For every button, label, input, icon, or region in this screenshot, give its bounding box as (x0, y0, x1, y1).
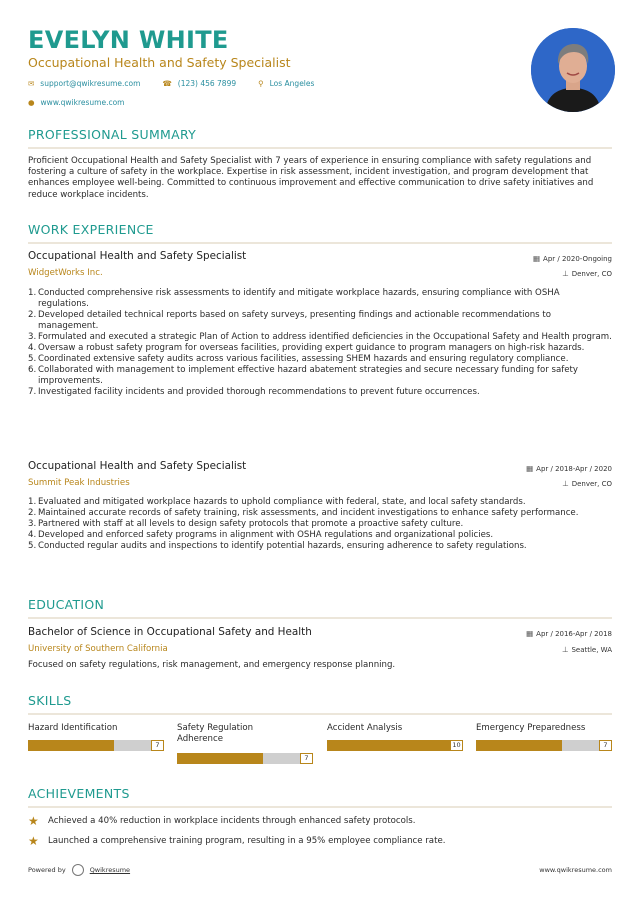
skill-bar (327, 740, 463, 751)
skill-name: Emergency Preparedness (476, 723, 586, 733)
skill-name: Safety Regulation Adherence (177, 723, 254, 745)
company-name: WidgetWorks Inc. (28, 268, 103, 278)
list-item: 4. Developed and enforced safety programs in alignment with OSHA regulations and organizational policies. (28, 530, 494, 541)
achievement-text: Launched a comprehensive training program, resulting in a 95% employee compliance rate. (48, 836, 446, 846)
skill-item (28, 723, 164, 749)
skill-item (177, 723, 313, 762)
phone-icon: ☎ (162, 79, 172, 88)
location-pin-icon: ⚲ (258, 79, 264, 88)
job-bullets (28, 497, 612, 552)
footer-powered-by (28, 864, 130, 876)
achievement-item (28, 814, 415, 828)
list-item: 2. Maintained accurate records of safety training, risk assessments, and incident investigations to enhance safety performance. (28, 508, 579, 519)
qwikresume-logo-icon (72, 864, 84, 876)
list-item: 7. Investigated facility incidents and provided thorough recommendations to prevent future occurrences. (28, 387, 480, 398)
degree-title: Bachelor of Science in Occupational Safety and Health (28, 626, 312, 638)
candidate-name: EVELYN WHITE (28, 26, 229, 54)
achievement-item (28, 834, 445, 848)
list-item: 4. Oversaw a robust safety program for overseas facilities, providing expert guidance to program managers on high-risk hazards. (28, 343, 585, 354)
education-heading: EDUCATION (28, 597, 105, 612)
skill-bar-fill (28, 740, 114, 751)
pin-icon: ⊥ (562, 479, 569, 488)
footer-site[interactable]: www.qwikresume.com (539, 866, 612, 874)
education-location-text: Seattle, WA (571, 645, 612, 654)
achievements-heading: ACHIEVEMENTS (28, 786, 130, 801)
calendar-icon: ▦ (526, 464, 534, 473)
avatar-photo (531, 28, 615, 112)
job-dates-text: Apr / 2020-Ongoing (543, 254, 612, 263)
skill-item (327, 723, 463, 749)
section-divider (28, 806, 612, 808)
globe-icon: ● (28, 98, 35, 107)
contact-row (28, 79, 314, 88)
list-item: 2. Developed detailed technical reports based on safety surveys, presenting findings and actionable recommendations to management. (28, 310, 552, 332)
list-item: 3. Formulated and executed a strategic Plan of Action to address identified deficiencies in the Occupational Safety and Health program. (28, 332, 612, 343)
skills-heading: SKILLS (28, 693, 72, 708)
skill-bar (28, 740, 164, 751)
list-item: 1. Evaluated and mitigated workplace hazards to uphold compliance with federal, state, and local safety standards. (28, 497, 526, 507)
list-item: 3. Partnered with staff at all levels to design safety protocols that promote a proactive safety culture. (28, 519, 464, 530)
email-text[interactable]: support@qwikresume.com (40, 79, 141, 88)
skill-bar (476, 740, 612, 751)
skill-name: Accident Analysis (327, 723, 403, 733)
skill-bar (177, 753, 313, 764)
skill-level: 7 (151, 740, 164, 751)
skill-bar-fill (476, 740, 562, 751)
location-text: Los Angeles (269, 79, 315, 88)
section-divider (28, 147, 612, 149)
section-divider (28, 617, 612, 619)
website-row (28, 98, 124, 107)
calendar-icon: ▦ (532, 254, 541, 263)
phone-text: (123) 456 7899 (177, 79, 237, 88)
star-icon: ★ (28, 814, 39, 828)
skill-level: 7 (300, 753, 313, 764)
website-text[interactable]: www.qwikresume.com (40, 98, 125, 107)
brand-link[interactable]: Qwikresume (89, 866, 131, 874)
job-title: Occupational Health and Safety Specialist (28, 250, 247, 262)
achievement-text: Achieved a 40% reduction in workplace incidents through enhanced safety protocols. (48, 816, 416, 826)
job-title: Occupational Health and Safety Specialist (28, 460, 247, 472)
pin-icon: ⊥ (561, 645, 569, 654)
skill-item (476, 723, 612, 749)
job-location-text: Denver, CO (571, 269, 612, 278)
job-dates (533, 254, 612, 263)
company-name: Summit Peak Industries (28, 478, 130, 488)
email-icon: ✉ (28, 79, 35, 88)
list-item: 1. Conducted comprehensive risk assessments to identify and mitigate workplace hazards, ensuring compliance with OSHA regulations. (28, 288, 560, 310)
candidate-title: Occupational Health and Safety Specialist (28, 55, 291, 70)
job-location (562, 479, 612, 488)
list-item: 5. Conducted regular audits and inspections to identify potential hazards, ensuring adherence to safety regulations. (28, 541, 527, 552)
job-location (562, 269, 612, 278)
avatar (531, 28, 615, 112)
list-item: 6. Collaborated with management to implement effective hazard abatement strategies and secure necessary funding for safety improvements. (28, 365, 578, 387)
star-icon: ★ (28, 834, 39, 848)
job-dates (526, 464, 612, 473)
pin-icon: ⊥ (562, 269, 569, 278)
skill-bar-fill (177, 753, 263, 764)
education-detail: Focused on safety regulations, risk management, and emergency response planning. (28, 660, 396, 670)
skill-level: 10 (450, 740, 463, 751)
skill-level: 7 (599, 740, 612, 751)
summary-heading: PROFESSIONAL SUMMARY (28, 127, 197, 142)
school-name: University of Southern California (28, 644, 168, 654)
section-divider (28, 713, 612, 715)
education-dates-text: Apr / 2016-Apr / 2018 (536, 629, 612, 638)
job-bullets (28, 288, 612, 398)
education-location (562, 645, 612, 654)
section-divider (28, 242, 612, 244)
skill-bar-fill (327, 740, 463, 751)
skill-name: Hazard Identification (28, 723, 118, 733)
powered-by-label: Powered by (28, 866, 66, 874)
job-location-text: Denver, CO (571, 479, 612, 488)
job-dates-text: Apr / 2018-Apr / 2020 (536, 464, 612, 473)
education-dates (526, 629, 612, 638)
calendar-icon: ▦ (526, 629, 534, 638)
list-item: 5. Coordinated extensive safety audits across various facilities, assessing SHEM hazards and ensuring regulatory compliance. (28, 354, 569, 365)
summary-text: Proficient Occupational Health and Safety Specialist with 7 years of experience in ensuring compliance with safety regulations and fostering a culture of safety in the workplace. Expertise in risk assessment, incident investigation, and program development that enhances employee well-being. Committed to continuous improvement and effective communication to drive safety initiatives and reduce workplace incidents. (28, 156, 594, 200)
experience-heading: WORK EXPERIENCE (28, 222, 154, 237)
